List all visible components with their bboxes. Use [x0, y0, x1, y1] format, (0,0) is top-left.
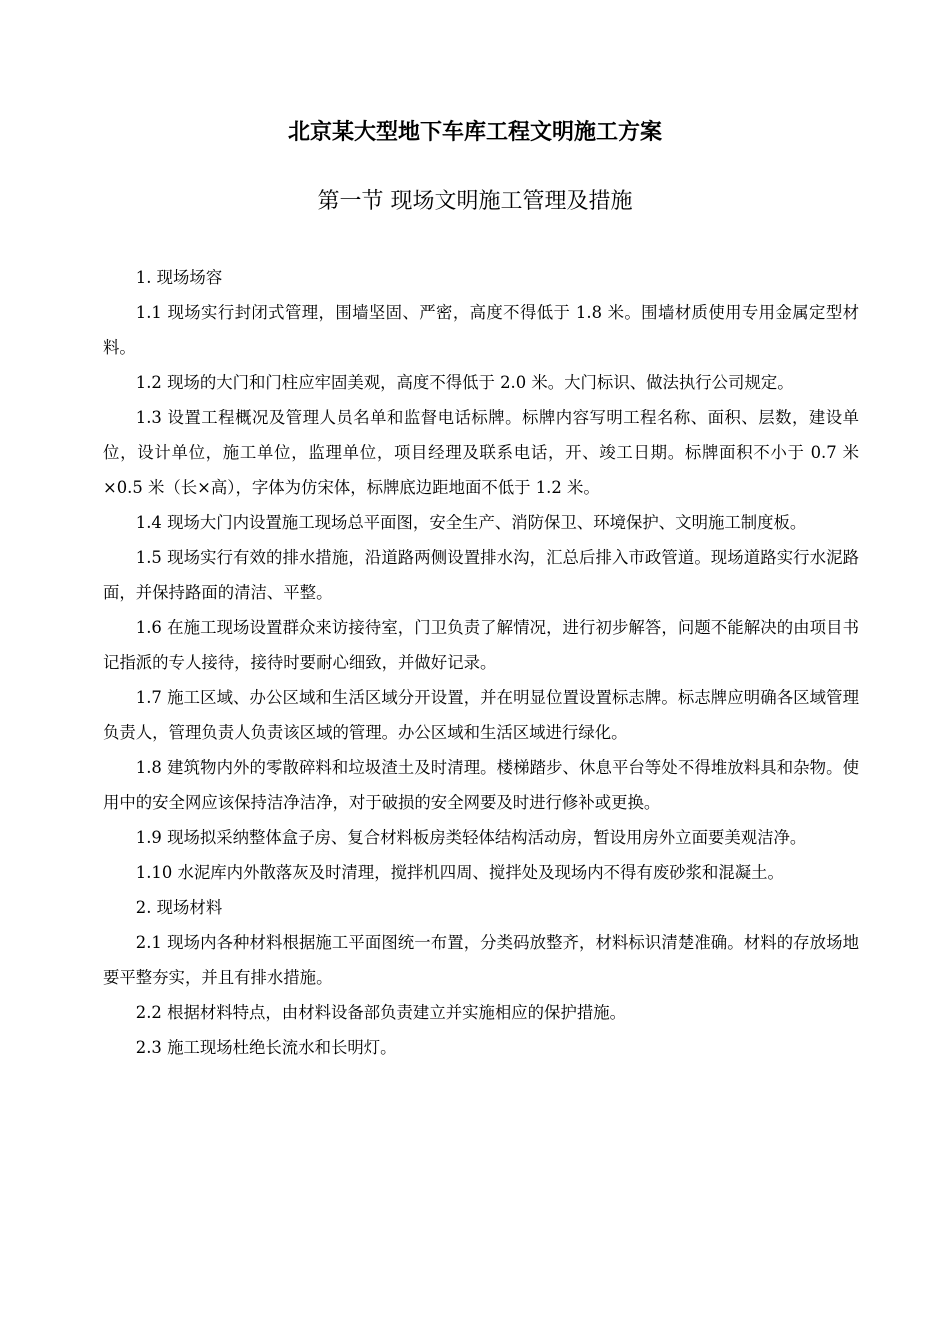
paragraph: 1.8 建筑物内外的零散碎料和垃圾渣土及时清理。楼梯踏步、休息平台等处不得堆放料具和杂物。使用中的安全网应该保持洁净洁净，对于破损的安全网要及时进行修补或更换。 [103, 758, 859, 812]
section-heading: 第一节 现场文明施工管理及措施 [317, 189, 633, 214]
paragraph: 2.2 根据材料特点，由材料设备部负责建立并实施相应的保护措施。 [135, 1003, 627, 1022]
paragraph: 2.1 现场内各种材料根据施工平面图统一布置，分类码放整齐，材料标识清楚准确。材料的存放场地要平整夯实，并且有排水措施。 [103, 933, 859, 987]
document-body [103, 260, 859, 1065]
paragraph: 1.5 现场实行有效的排水措施，沿道路两侧设置排水沟，汇总后排入市政管道。现场道路实行水泥路面，并保持路面的清洁、平整。 [103, 548, 859, 602]
paragraph: 1.7 施工区域、办公区域和生活区域分开设置，并在明显位置设置标志牌。标志牌应明确各区域管理负责人，管理负责人负责该区域的管理。办公区域和生活区域进行绿化。 [103, 688, 859, 742]
paragraph: 1.1 现场实行封闭式管理，围墙坚固、严密，高度不得低于 1.8 米。围墙材质使用专用金属定型材料。 [103, 303, 859, 357]
paragraph: 1.2 现场的大门和门柱应牢固美观，高度不得低于 2.0 米。大门标识、做法执行公司规定。 [135, 373, 794, 392]
paragraph: 1.10 水泥库内外散落灰及时清理，搅拌机四周、搅拌处及现场内不得有废砂浆和混凝土。 [135, 863, 784, 882]
paragraph: 1.9 现场拟采纳整体盒子房、复合材料板房类轻体结构活动房，暂设用房外立面要美观洁净。 [135, 828, 807, 847]
document-title: 北京某大型地下车库工程文明施工方案 [287, 119, 662, 145]
heading-site-appearance: 1. 现场场容 [135, 268, 223, 287]
paragraph: 2.3 施工现场杜绝长流水和长明灯。 [135, 1038, 397, 1057]
paragraph: 1.6 在施工现场设置群众来访接待室，门卫负责了解情况，进行初步解答，问题不能解决的由项目书记指派的专人接待，接待时要耐心细致，并做好记录。 [103, 618, 859, 672]
paragraph: 1.4 现场大门内设置施工现场总平面图，安全生产、消防保卫、环境保护、文明施工制度板。 [135, 513, 807, 532]
heading-site-materials: 2. 现场材料 [135, 898, 223, 917]
paragraph: 1.3 设置工程概况及管理人员名单和监督电话标牌。标牌内容写明工程名称、面积、层数，建设单位，设计单位，施工单位，监理单位，项目经理及联系电话，开、竣工日期。标牌面积不小于 0.7 米×0.5 米（长×高），字体为仿宋体，标牌底边距地面不低于 1.2 米。 [103, 408, 859, 497]
